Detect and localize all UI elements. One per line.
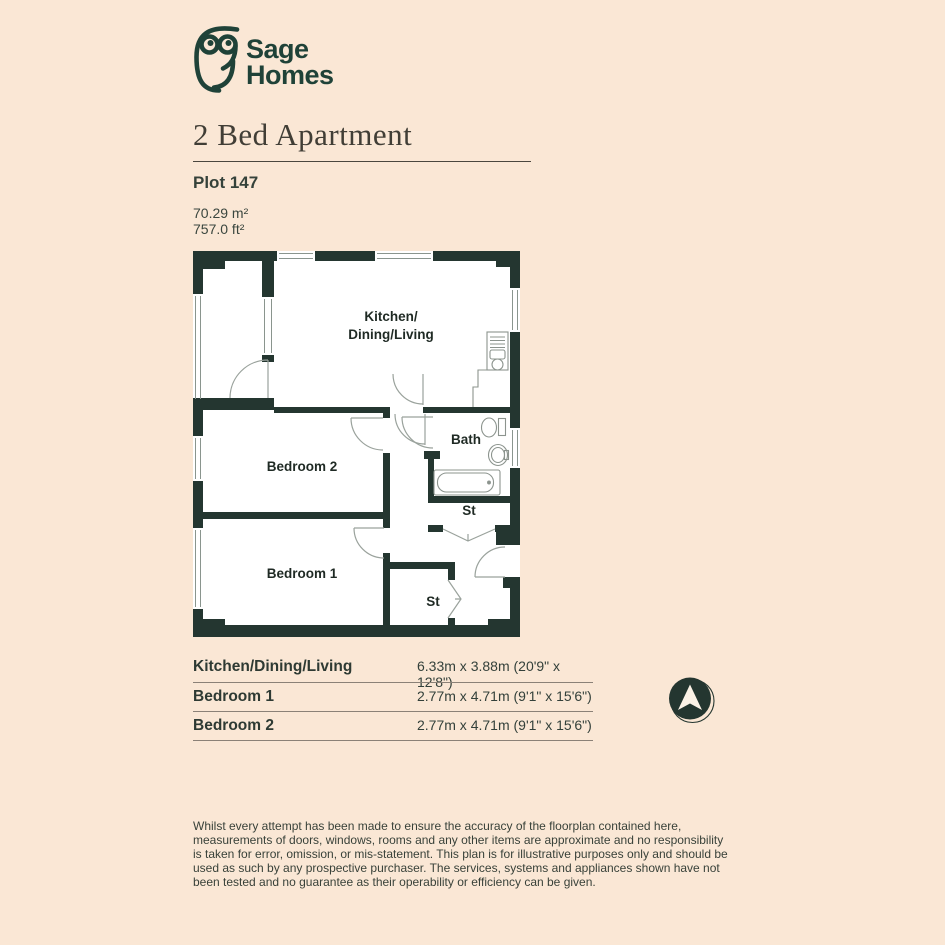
room-label-bedroom2: Bedroom 2 xyxy=(266,459,338,474)
row-room-name: Kitchen/Dining/Living xyxy=(193,658,353,675)
table-row xyxy=(193,717,593,739)
disclaimer-text: Whilst every attempt has been made to ensure the accuracy of the floorplan contained here, measurements of doors, windows, rooms and any other items are approximate and no responsibility is taken for error, omission, or mis-statement. This plan is for illustrative purposes only and should be used as such by any prospective purchaser. The services, systems and appliances shown have not been tested and no guarantee as their operability or efficiency can be given. xyxy=(193,819,728,889)
brand-wordmark xyxy=(246,36,334,88)
page-title: 2 Bed Apartment xyxy=(193,117,413,152)
row-room-name: Bedroom 1 xyxy=(193,688,274,705)
row-room-size: 2.77m x 4.71m (9'1" x 15'6") xyxy=(417,717,592,733)
title-underline xyxy=(193,161,531,162)
north-arrow-icon xyxy=(664,673,720,729)
room-label-storage-upper: St xyxy=(462,503,476,518)
row-room-size: 2.77m x 4.71m (9'1" x 15'6") xyxy=(417,688,592,704)
room-label-bath: Bath xyxy=(451,432,481,447)
area-block xyxy=(193,206,248,237)
row-room-name: Bedroom 2 xyxy=(193,717,274,734)
row-room-size: 6.33m x 3.88m (20'9" x 12'8") xyxy=(417,658,561,690)
table-divider xyxy=(193,711,593,712)
plot-number: Plot 147 xyxy=(193,173,259,192)
table-divider xyxy=(193,682,593,683)
table-row xyxy=(193,688,593,710)
area-m2: 70.29 m² xyxy=(193,205,249,221)
room-label-kitchen: Kitchen/ Dining/Living xyxy=(348,309,434,342)
owl-icon xyxy=(192,24,242,94)
table-row xyxy=(193,658,593,690)
bathtub-drain xyxy=(488,481,491,484)
room-label-bedroom1: Bedroom 1 xyxy=(266,566,338,581)
area-ft2: 757.0 ft² xyxy=(193,220,245,237)
brand-line2: Homes xyxy=(246,60,334,90)
brand-line1: Sage xyxy=(246,34,309,64)
room-label-storage-lower: St xyxy=(426,594,440,609)
table-divider xyxy=(193,740,593,741)
